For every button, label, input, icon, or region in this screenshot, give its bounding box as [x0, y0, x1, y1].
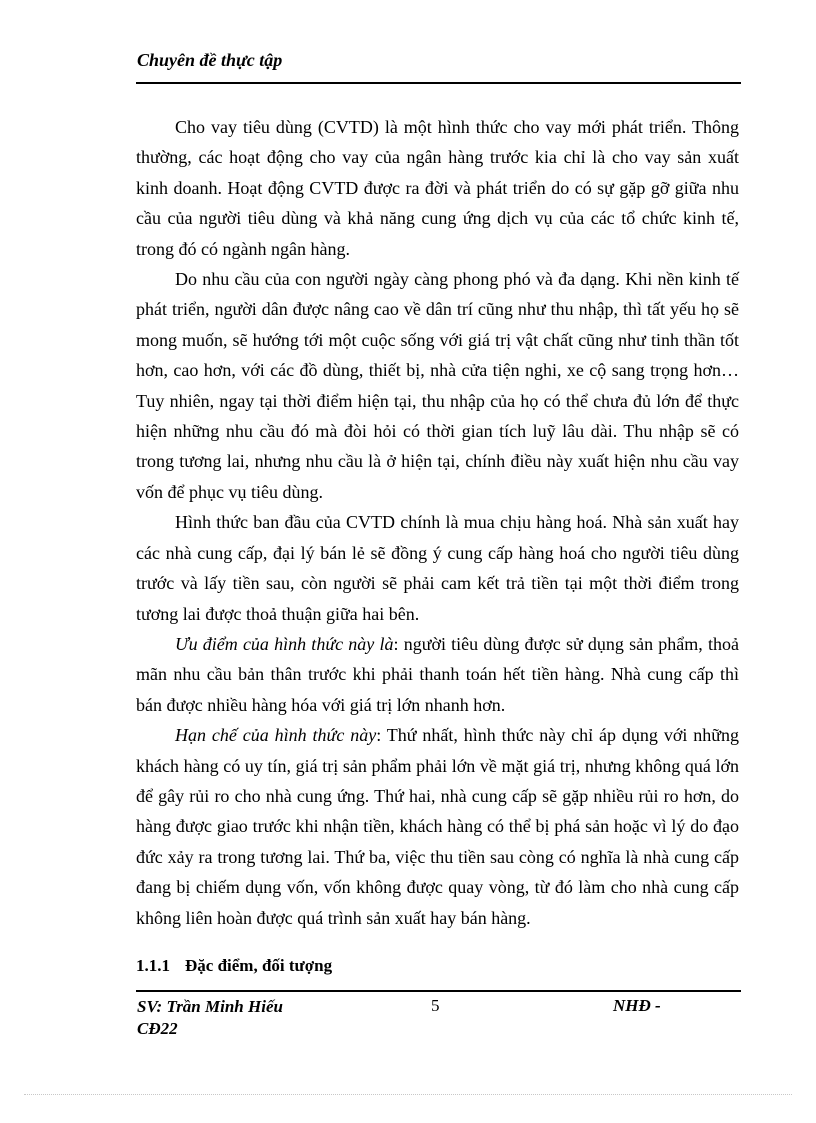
paragraph-2: Do nhu cầu của con người ngày càng phong phó và đa dạng. Khi nền kinh tế phát triển, người dân được nâng cao về dân trí cũng như thu nhập, thì tất yếu họ sẽ mong muốn, sẽ hướng tới một cuộc sống với giá trị vật chất cũng như tinh thần tốt hơn, cao hơn, với các đồ dùng, thiết bị, nhà cửa tiện nghi, xe cộ sang trọng hơn… Tuy nhiên, ngay tại thời điểm hiện tại, thu nhập của họ có thể chưa đủ lớn để thực hiện những nhu cầu đó mà đòi hỏi có thời gian tích luỹ lâu dài. Thu nhập sẽ có trong tương lai, nhưng nhu cầu là ở hiện tại, chính điều này xuất hiện nhu cầu vay vốn để phục vụ tiêu dùng. [136, 269, 739, 502]
section-title: Đặc điểm, đối tượng [185, 956, 333, 975]
paragraph-5 [136, 720, 739, 933]
header-rule [136, 82, 741, 84]
paragraph-3: Hình thức ban đầu của CVTD chính là mua chịu hàng hoá. Nhà sản xuất hay các nhà cung cấp, đại lý bán lẻ sẽ đồng ý cung cấp hàng hoá cho người tiêu dùng trước và lấy tiền sau, còn người sẽ phải cam kết trả tiền tại một thời điểm trong tương lai được thoả thuận giữa hai bên. [136, 512, 739, 624]
document-body [136, 112, 739, 933]
footer-right-label: NHĐ - [613, 996, 661, 1015]
section-number: 1.1.1 [136, 956, 170, 975]
paragraph-5-text: : Thứ nhất, hình thức này chỉ áp dụng với những khách hàng có uy tín, giá trị sản phẩm phải lớn về mặt giá trị, nhưng không quá lớn để gây rủi ro cho nhà cung ứng. Thứ hai, nhà cung cấp sẽ gặp nhiều rủi ro hơn, do hàng được giao trước khi nhận tiền, khách hàng có thể bị phá sản hoặc vì lý do đạo đức xảy ra trong tương lai. Thứ ba, việc thu tiền sau còng có nghĩa là nhà cung cấp đang bị chiếm dụng vốn, vốn không được quay vòng, từ đó làm cho nhà cung cấp không liên hoàn được quá trình sản xuất hay bán hàng. [136, 725, 739, 928]
paragraph-4-text: : người tiêu dùng được sử dụng sản phẩm, thoả mãn nhu cầu bản thân trước khi phải thanh toán hết tiền hàng. Nhà cung cấp thì bán được nhiều hàng hóa với giá trị lớn nhanh hơn. [136, 633, 739, 715]
footer-rule [136, 990, 741, 992]
footer-student-name: SV: Trần Minh Hiếu [137, 997, 283, 1016]
paragraph-4 [136, 629, 739, 720]
section-heading [136, 956, 332, 976]
paragraph-4-lead: Ưu điểm của hình thức này là [175, 633, 394, 654]
footer-student-class: CĐ22 [137, 1019, 178, 1038]
page-number: 5 [431, 996, 440, 1015]
page-header-title: Chuyên đề thực tập [137, 50, 283, 70]
page-edge-divider [24, 1094, 792, 1095]
paragraph-1: Cho vay tiêu dùng (CVTD) là một hình thức cho vay mới phát triển. Thông thường, các hoạt động cho vay của ngân hàng trước kia chỉ là cho vay sản xuất kinh doanh. Hoạt động CVTD được ra đời và phát triển do có sự gặp gỡ giữa nhu cầu của người tiêu dùng và khả năng cung ứng dịch vụ của các tổ chức kinh tế, trong đó có ngành ngân hàng. [136, 117, 739, 259]
footer-student [137, 996, 283, 1040]
paragraph-5-lead: Hạn chế của hình thức này [175, 725, 377, 746]
